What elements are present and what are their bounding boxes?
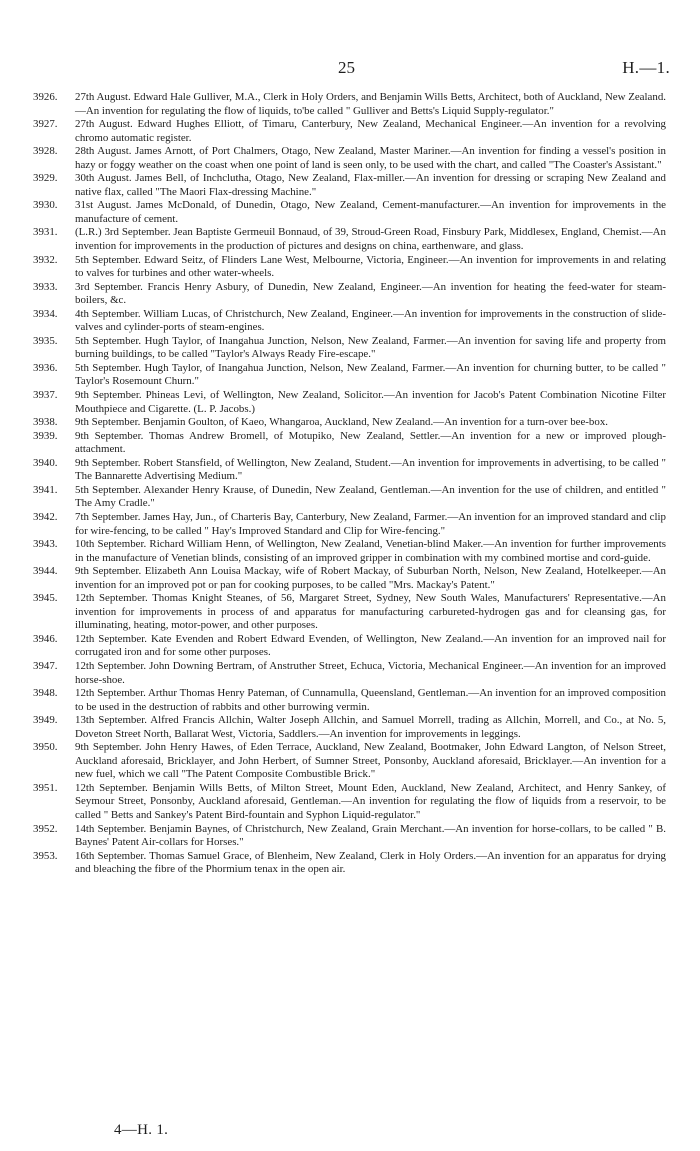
entry-number: 3949. [33,714,58,727]
signature-mark: 4—H. 1. [114,1122,169,1138]
entry-number: 3945. [33,592,58,605]
patent-entry [0,538,700,565]
entry-text: 9th September. John Henry Hawes, of Eden Terrace, Auckland, New Zealand, Bootmaker, John Edward Langton, of Nelson Street, Auckland aforesaid, Bricklayer, and John Herbert, of Sumner Street, Ponsonby, Auckland aforesaid, Bricklayer.—An invention for a new fuel, which we call "The Patent Composite Combustible Brick." [75,741,666,781]
entry-number: 3953. [33,849,58,862]
patent-entry [0,660,700,687]
patent-entry [0,226,700,253]
patent-entry [0,118,700,145]
patent-entry [0,416,700,430]
patent-entry [0,565,700,592]
entry-text: 30th August. James Bell, of Inchclutha, Otago, New Zealand, Flax-miller.—An invention for dressing or scraping New Zealand and native flax, called "The Maori Flax-dressing Machine." [75,172,666,198]
entry-text: 16th September. Thomas Samuel Grace, of Blenheim, New Zealand, Clerk in Holy Orders.—An invention for an apparatus for drying and bleaching the fibre of the Phormium tenax in the open air. [75,849,666,876]
patent-entry [0,145,700,172]
entry-text: 27th August. Edward Hale Gulliver, M.A., Clerk in Holy Orders, and Benjamin Wills Betts, Architect, both of Auckland, New Zealand.—An invention for regulating the flow of liquids, to'be called " Gulliver and Betts's Liquid Supply-regulator." [75,91,666,117]
entry-text: 4th September. William Lucas, of Christchurch, New Zealand, Engineer.—An invention for improvements in the construction of slide-valves and cylinder-ports of steam-engines. [75,307,666,334]
patent-entry [0,592,700,633]
entry-text: 9th September. Phineas Levi, of Wellington, New Zealand, Solicitor.—An invention for Jacob's Patent Combination Nicotine Filter Mouthpiece and Cigarette. (L. P. Jacobs.) [75,389,666,415]
patent-entry [0,782,700,823]
entry-number: 3931. [33,226,58,239]
patent-entry [0,199,700,226]
entry-number: 3936. [33,361,58,374]
series-code: H.—1. [622,58,670,77]
entry-number: 3937. [33,389,58,402]
entry-number: 3947. [33,659,58,672]
patent-entry [0,281,700,308]
entry-number: 3933. [33,280,58,293]
entry-number: 3951. [33,781,58,794]
entry-text: 14th September. Benjamin Baynes, of Christchurch, New Zealand, Grain Merchant.—An invention for horse-collars, to be called " B. Baynes' Patent Air-collars for Horses." [75,822,666,849]
entry-text: 9th September. Elizabeth Ann Louisa Mackay, wife of Robert Mackay, of Suburban North, Nelson, New Zealand, Hotelkeeper.—An invention for an improved pot or pan for cooking purposes, to be called "Mrs. Mackay's Patent." [75,565,666,591]
patent-entry [0,850,700,877]
entry-number: 3930. [33,199,58,212]
entry-number: 3943. [33,538,58,551]
entry-number: 3939. [33,429,58,442]
entry-number: 3929. [33,172,58,185]
entry-number: 3950. [33,741,58,754]
entry-number: 3952. [33,822,58,835]
patent-entry [0,172,700,199]
entry-text: 5th September. Edward Seitz, of Flinders Lane West, Melbourne, Victoria, Engineer.—An invention for improvements in and relating to valves for turbines and other water-wheels. [75,253,666,280]
entry-text: 9th September. Thomas Andrew Bromell, of Motupiko, New Zealand, Settler.—An invention for a new or improved plough-attachment. [75,429,666,456]
patent-entry [0,389,700,416]
patent-entry [0,457,700,484]
entry-number: 3935. [33,334,58,347]
entry-text: 3rd September. Francis Henry Asbury, of Dunedin, New Zealand, Engineer.—An invention for heating the feed-water for steam-boilers, &c. [75,280,666,307]
entry-number: 3940. [33,456,58,469]
entry-text: (L.R.) 3rd September. Jean Baptiste Germeuil Bonnaud, of 39, Stroud-Green Road, Finsbury Park, Middlesex, England, Chemist.—An invention for improvements in the production of pictures and designs on china, earthenware, and glass. [75,226,666,253]
entry-number: 3928. [33,145,58,158]
entry-number: 3938. [33,416,58,429]
entry-number: 3941. [33,483,58,496]
entry-text: 5th September. Hugh Taylor, of Inangahua Junction, Nelson, New Zealand, Farmer.—An invention for churning butter, to be called " Taylor's Rosemount Churn." [75,361,666,388]
entry-text: 31st August. James McDonald, of Dunedin, Otago, New Zealand, Cement-manufacturer.—An invention for improvements in the manufacture of cement. [75,199,666,225]
entry-number: 3942. [33,510,58,523]
entry-text: 10th September. Richard William Henn, of Wellington, New Zealand, Venetian-blind Maker.—An invention for further improvements in the manufacture of Venetian blinds, consisting of an improved gripper in combination with my combined mortise and cord-guide. [75,538,666,564]
patent-entry [0,511,700,538]
entry-text: 7th September. James Hay, Jun., of Charteris Bay, Canterbury, New Zealand, Farmer.—An invention for an improved standard and clip for wire-fencing, to be called " Hay's Improved Standard and Clip for Wire-fencing." [75,510,666,537]
patent-entry [0,741,700,782]
page-header [0,58,700,82]
patent-entry [0,308,700,335]
entry-text: 5th September. Alexander Henry Krause, of Dunedin, New Zealand, Gentleman.—An invention for the use of children, and entitled " The Amy Cradle." [75,483,666,510]
entry-text: 28th August. James Arnott, of Port Chalmers, Otago, New Zealand, Master Mariner.—An invention for finding a vessel's position in hazy or foggy weather on the coast when one point of land is seen only, to be used with the chart, and called "The Coaster's Assistant." [75,145,666,171]
entry-text: 5th September. Hugh Taylor, of Inangahua Junction, Nelson, New Zealand, Farmer.—An invention for saving life and property from burning buildings, to be called "Taylor's Always Ready Fire-escape." [75,334,666,361]
entry-text: 12th September. Arthur Thomas Henry Pateman, of Cunnamulla, Queensland, Gentleman.—An invention for an improved composition to be used in the destruction of rabbits and other burrowing vermin. [75,687,666,713]
patent-entry [0,362,700,389]
patent-entry [0,687,700,714]
page-number: 25 [338,58,355,77]
entry-number: 3932. [33,253,58,266]
patent-entry [0,823,700,850]
patent-entry [0,91,700,118]
entry-number: 3946. [33,632,58,645]
patent-entries-list [0,91,700,877]
entry-text: 12th September. Thomas Knight Steanes, of 56, Margaret Street, Sydney, New South Wales, Manufacturers' Representative.—An invention for improvements in process of and apparatus for manufacturing carbureted-hydrogen gas and for cleansing gas, for illuminating, heating, motor-power, and other purposes. [75,592,666,632]
patent-entry [0,714,700,741]
entry-text: 12th September. Kate Evenden and Robert Edward Evenden, of Wellington, New Zealand.—An invention for an improved nail for corrugated iron and for some other purposes. [75,632,666,659]
entry-number: 3926. [33,91,58,103]
entry-text: 12th September. John Downing Bertram, of Anstruther Street, Echuca, Victoria, Mechanical Engineer.—An invention for an improved horse-shoe. [75,659,666,686]
entry-number: 3927. [33,118,58,131]
entry-number: 3934. [33,307,58,320]
entry-text: 9th September. Robert Stansfield, of Wellington, New Zealand, Student.—An invention for improvements in advertising, to be called " The Bannarette Advertising Medium." [75,456,666,483]
entry-text: 27th August. Edward Hughes Elliott, of Timaru, Canterbury, New Zealand, Mechanical Engineer.—An invention for a revolving chromo automatic register. [75,118,666,144]
entry-text: 12th September. Benjamin Wills Betts, of Milton Street, Mount Eden, Auckland, New Zealand, Architect, and Henry Sankey, of Seymour Street, Ponsonby, Auckland aforesaid, Gentleman.—An invention for regulating the flow of liquids from a reservoir, to be called " Betts and Sankey's Patent Bird-fountain and Syphon Liquid-regulator." [75,781,666,821]
patent-entry [0,335,700,362]
patent-entry [0,430,700,457]
entry-text: 13th September. Alfred Francis Allchin, Walter Joseph Allchin, and Samuel Morrell, trading as Allchin, Morrell, and Co., at No. 5, Doveton Street North, Ballarat West, Victoria, Saddlers.—An invention for improvements in leggings. [75,714,666,740]
patent-entry [0,633,700,660]
entry-number: 3944. [33,565,58,578]
entry-number: 3948. [33,687,58,700]
entry-text: 9th September. Benjamin Goulton, of Kaeo, Whangaroa, Auckland, New Zealand.—An invention for a turn-over bee-box. [75,416,608,429]
patent-entry [0,484,700,511]
patent-entry [0,254,700,281]
